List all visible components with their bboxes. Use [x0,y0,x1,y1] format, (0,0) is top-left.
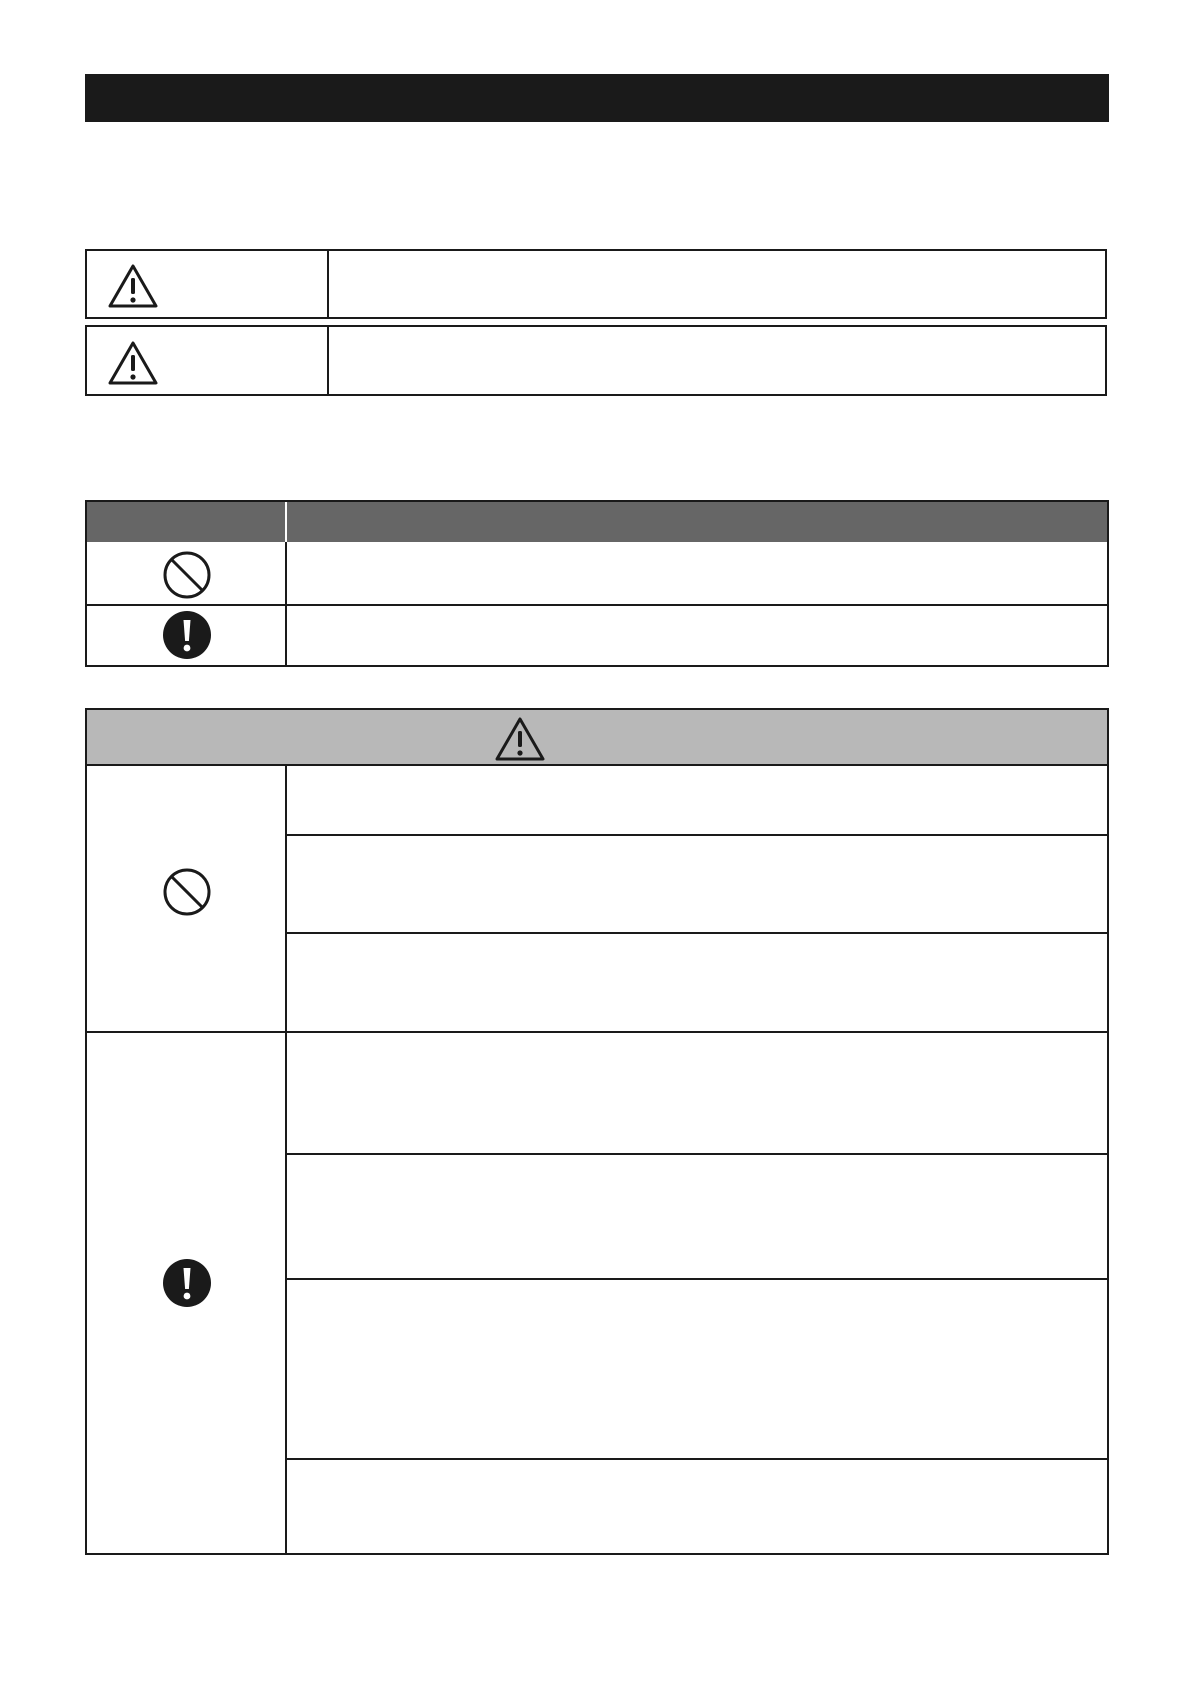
prohibition-icon [162,550,212,600]
warning-item [287,1460,1107,1553]
prohibition-icon [162,867,212,917]
warning-triangle-icon [107,263,159,309]
hazard-level-description [329,327,1105,394]
hazard-level-row-caution [85,325,1107,396]
warning-table [85,708,1109,1555]
hazard-level-row-warning [85,249,1107,319]
hazard-level-icon-cell [87,327,329,394]
table-row [87,606,1107,665]
warning-triangle-icon [107,340,159,386]
hazard-level-description [329,251,1105,317]
warning-item [287,1155,1107,1278]
hazard-level-icon-cell [87,251,329,317]
warning-triangle-icon [494,716,546,762]
mandatory-action-icon [162,610,212,660]
section-title-bar [85,74,1109,122]
warning-table-header [87,710,1107,766]
warning-item [287,934,1107,1030]
warning-item [287,836,1107,932]
mandatory-action-icon [162,1258,212,1308]
warning-item [287,766,1107,834]
symbol-legend-table [85,500,1109,667]
table-row [87,542,1107,604]
warning-item [287,1033,1107,1153]
warning-item [287,1280,1107,1458]
symbol-table-header [87,502,1107,542]
